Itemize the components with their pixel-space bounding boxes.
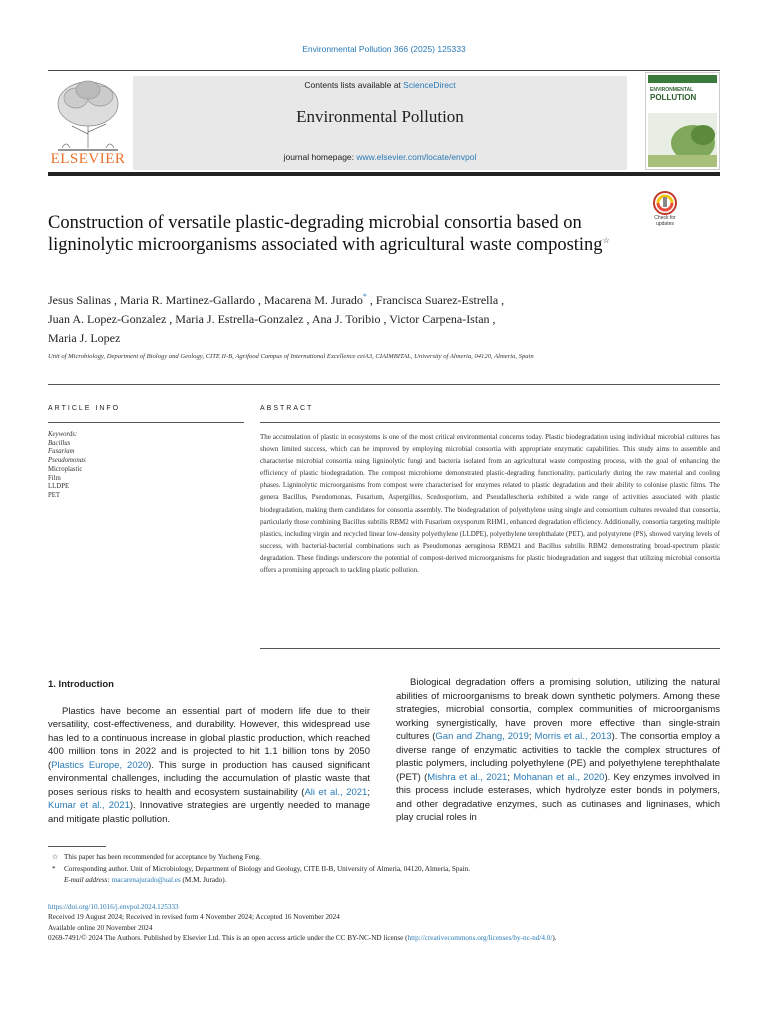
journal-header-box — [133, 76, 627, 170]
affiliation: Unit of Microbiology, Department of Biology and Geology, CITE II-B, Agrifood Campus of International Excellence ceiA3, CIAIMBITAL, University of Almeria, 04120, Almeria, Spain — [48, 353, 534, 360]
corresponding-author-mark[interactable]: * — [362, 292, 367, 301]
contents-line — [133, 80, 627, 90]
footnote-1-text: This paper has been recommended for acceptance by Yucheng Feng. — [64, 853, 261, 861]
cover-title-line-2: POLLUTION — [650, 93, 697, 102]
citation-link[interactable]: Plastics Europe, 2020 — [51, 759, 149, 771]
footnotes — [52, 852, 470, 887]
article-title — [48, 212, 628, 256]
email-link[interactable]: macarenajurado@ual.es — [111, 876, 181, 885]
footnote-1 — [52, 852, 470, 864]
intro-p1-text-d: ). Innovative strategies are urgently needed to manage and mitigate plastic pollution. — [48, 800, 370, 825]
check-updates-icon — [647, 191, 683, 215]
footnote-1-mark: ☆ — [52, 853, 59, 861]
intro-p1-text-c: ; — [367, 786, 370, 798]
journal-reference[interactable]: Environmental Pollution 366 (2025) 125333 — [302, 44, 466, 54]
email-suffix: (M.M. Jurado). — [182, 876, 227, 885]
email-label: E-mail address: — [64, 876, 110, 885]
intro-right-column — [396, 676, 720, 825]
header-rule — [48, 70, 720, 71]
license-link[interactable]: http://creativecommons.org/licenses/by-nc-nd/4.0/ — [407, 934, 553, 943]
homepage-prefix: journal homepage: — [283, 152, 357, 162]
article-title-text: Construction of versatile plastic-degrading microbial consortia based on ligninolytic microorganisms associated with agricultural waste composting — [48, 213, 603, 255]
check-label-2: updates — [656, 221, 674, 227]
keyword-item: Fusarium — [48, 448, 75, 456]
intro-heading: 1. Introduction — [48, 679, 114, 690]
keyword-item: Microplastic — [48, 465, 83, 473]
footnote-2-mark: * — [52, 864, 56, 873]
intro-p2-text-e: ). Key enzymes involved in this process include esterases, which hydrolyze ester bonds in polymers, and other degradative enzymes, such as cutinases and ligninases, which play crucial roles in — [396, 771, 720, 823]
available-online: Available online 20 November 2024 — [48, 923, 153, 932]
cover-landscape-icon — [648, 113, 717, 167]
keyword-item: PET — [48, 491, 61, 499]
license-line — [48, 933, 720, 943]
authors-line-1 — [48, 291, 648, 310]
intro-p2-text-c: ). The consortia employ a diverse range of enzymatic activities to tackle the complex structures of plastic polymers, including polyethylene (PE) and polyethylene terephthalate (PET) ( — [396, 731, 721, 783]
intro-left-column — [48, 678, 370, 826]
abstract-rule-bottom — [260, 648, 720, 649]
intro-p1-text-a: Plastics have become an essential part of modern life due to their versatility, cost-effectiveness, and durability. However, this widespread use has led to a continuous increase in global plastic production, which reached 400 million tons in 2022 and is projected to hit 1.1 billion tons by 2050 ( — [48, 705, 370, 771]
keyword-item: Film — [48, 474, 61, 482]
authors-line-1b-text: , Francisca Suarez-Estrella , — [369, 293, 505, 307]
citation-link[interactable]: Ali et al., 2021 — [304, 786, 368, 798]
keyword-item: Pseudomonas — [48, 457, 86, 465]
license-text-a: 0269-7491/© 2024 The Authors. Published by Elsevier Ltd. This is an open access article under the CC BY-NC-ND license ( — [48, 934, 408, 943]
footnote-2 — [52, 864, 470, 876]
keyword-item: LLDPE — [48, 483, 70, 491]
title-footnote-mark[interactable]: ☆ — [602, 235, 610, 245]
elsevier-tree-icon — [48, 76, 128, 154]
article-info-label: ARTICLE INFO — [48, 405, 121, 412]
cover-image — [645, 72, 720, 170]
citation-link[interactable]: Mohanan et al., 2020 — [513, 771, 605, 783]
elsevier-logo[interactable] — [48, 76, 128, 166]
intro-paragraph-1 — [48, 705, 370, 827]
cover-top-band — [648, 75, 717, 83]
cover-title-line-1: ENVIRONMENTAL — [650, 87, 694, 93]
header-bar — [48, 172, 720, 176]
intro-p1-text-b: ). This surge in production has caused significant environmental challenges, including the accumulation of plastic waste that poses serious risks to health and ecosystem sustainability ( — [48, 759, 370, 798]
intro-p2-text-a: Biological degradation offers a promising solution, utilizing the natural abilities of microorganisms to break down synthetic polymers. Among these strategies, microbial consortia, complex communities of microorganisms working synergistically, have proven more effective than single-strain cultures ( — [396, 677, 720, 742]
citation-link[interactable]: Kumar et al., 2021 — [48, 800, 130, 811]
citation-link[interactable]: Gan and Zhang, 2019 — [435, 731, 529, 742]
intro-p2-text-b: ; — [528, 731, 535, 742]
author-list — [48, 291, 648, 348]
journal-title[interactable]: Environmental Pollution — [296, 107, 464, 126]
footnote-email — [52, 875, 470, 887]
citation-link[interactable]: Morris et al., 2013 — [534, 731, 612, 742]
contents-prefix: Contents lists available at — [304, 80, 404, 90]
article-info-rule — [48, 422, 244, 423]
homepage-link[interactable]: www.elsevier.com/locate/envpol — [356, 152, 477, 162]
received-dates: Received 19 August 2024; Received in revised form 4 November 2024; Accepted 16 November 2024 — [48, 913, 340, 922]
intro-paragraph-2 — [396, 676, 720, 825]
check-for-updates-button[interactable] — [647, 191, 683, 231]
homepage-line — [133, 152, 627, 162]
keywords-block — [48, 431, 86, 501]
abstract-label: ABSTRACT — [260, 405, 314, 412]
abstract-rule — [260, 422, 720, 423]
authors-line-1-text: Jesus Salinas , Maria R. Martinez-Gallardo , Macarena M. Jurado — [48, 293, 363, 307]
footnote-rule — [48, 846, 106, 847]
footnote-2-text: Corresponding author. Unit of Microbiology, Department of Biology and Geology, CITE II-B, University of Almeria, 04120, Almeria, Spain. — [64, 864, 471, 873]
check-label-1: Check for — [654, 215, 676, 221]
journal-cover[interactable] — [645, 72, 720, 170]
intro-p2-text-d: ; — [507, 771, 514, 783]
article-history — [48, 902, 720, 944]
abstract-text: The accumulation of plastic in ecosystems is one of the most critical environmental concerns today. Plastic biodegradation using individual microbial cultures has shown limited success, which can be improved by employing microbial consortia with appropriate enzymatic capabilities. This study aims to assemble and characterise microbial consortia using ligninolytic fungi and bacteria isolated from an agricultural waste composting process, with the goal of enhancing the efficiency of plastic biodegradation. The compost microbiome demonstrated plastic-degrading functionality, particularly during the raw material and cooling phases. Ligninolytic microorganisms from compost were characterised for enzymes related to plastic degradation and their ability to colonise plastic films. The genera Bacillus, Pseudomonas, Fusarium, Aspergillus, Scedosporium, and Pseudallescheria exhibited a wide range of activities associated with plastic biodegradation, making them candidates for consortia assembly. The biodegradation of polyethylene using single and consortium cultures revealed that consortia, particularly those combining Bacillus subtilis RBM2 with Fusarium oxysporum RHM1, enhanced degradation efficiency. Additionally, consortia targeting multiple plastics, including virgin and recycled linear low-density polyethylene (LLDPE), polyethylene terephthalate (PET), and polystyrene (PS), showed varying levels of success, with bacterial-bacterial combinations such as Pseudomonas aeruginosa RBM21 and Bacillus subtilis RBM2 demonstrating broad-spectrum plastic degradation. These findings underscore the potential of compost-derived microorganisms for plastic biodegradation and suggest that utilizing microbial consortia offers a promising approach to tackling plastic pollution. — [260, 433, 720, 575]
sciencedirect-link[interactable]: ScienceDirect — [403, 80, 456, 90]
publisher-name: ELSEVIER — [50, 151, 126, 167]
authors-line-3: Maria J. Lopez — [48, 331, 121, 345]
authors-line-2: Juan A. Lopez-Gonzalez , Maria J. Estrella-Gonzalez , Ana J. Toribio , Victor Carpena-Istan , — [48, 312, 496, 326]
section-rule-top — [48, 384, 720, 385]
keyword-item: Bacillus — [48, 439, 71, 447]
citation-link[interactable]: Mishra et al., 2021 — [427, 771, 508, 783]
keywords-label: Keywords: — [48, 431, 78, 438]
doi-link[interactable]: https://doi.org/10.1016/j.envpol.2024.125333 — [48, 903, 179, 911]
license-text-b: ). — [552, 934, 557, 943]
